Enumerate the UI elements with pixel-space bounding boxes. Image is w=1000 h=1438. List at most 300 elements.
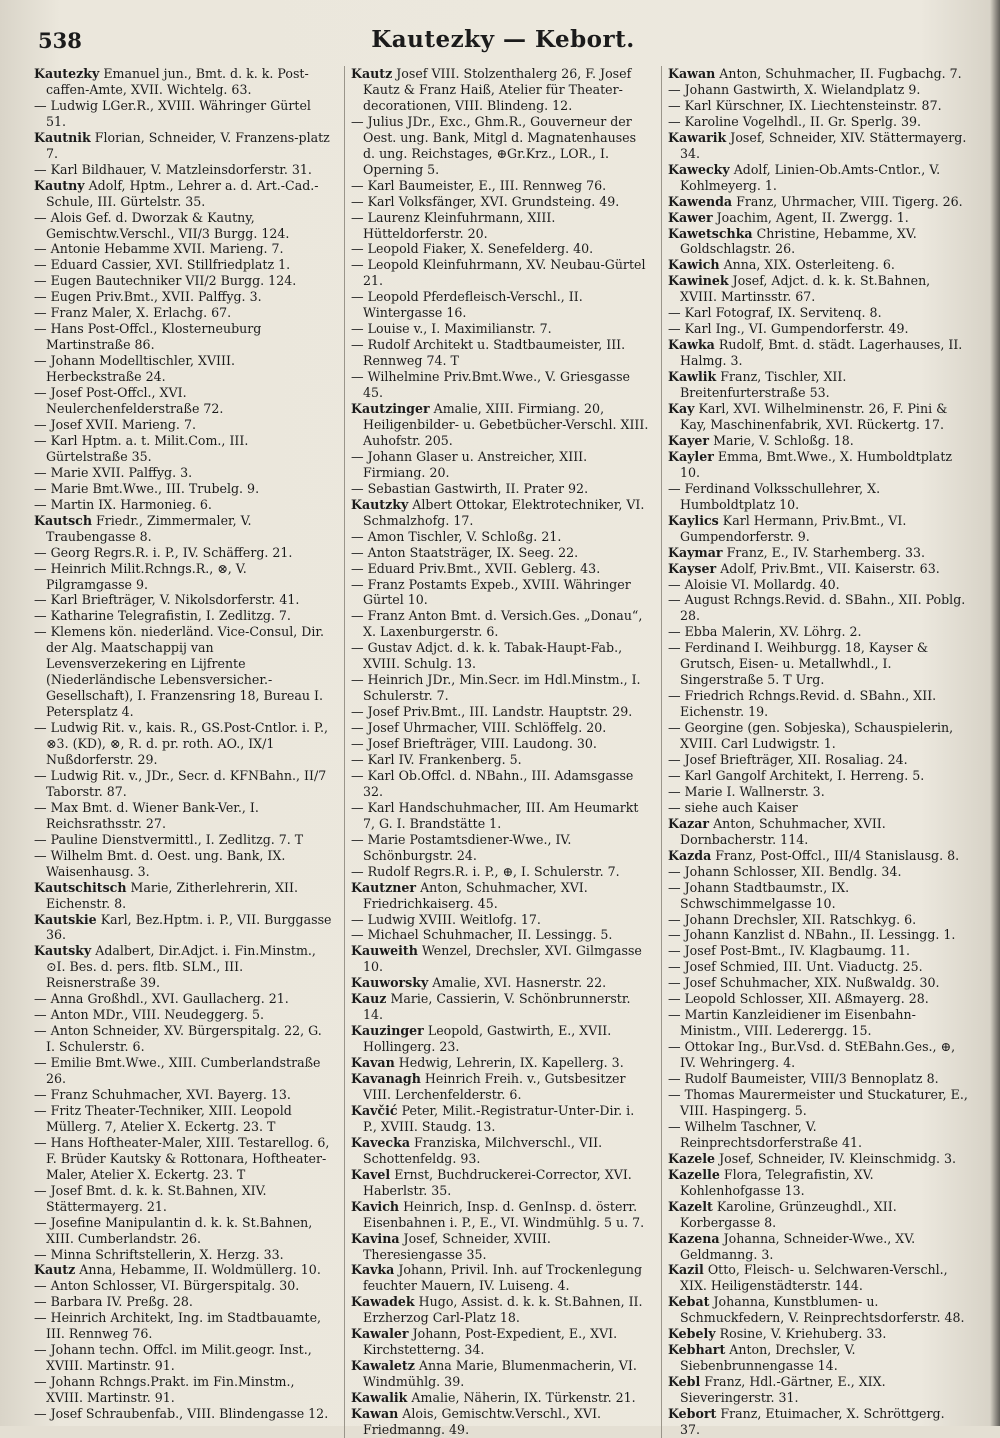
entry-name: — Wilhelm: [668, 1119, 737, 1134]
entry-name: — Josef: [34, 1406, 82, 1421]
directory-entry: [351, 577, 651, 609]
entry-name: — Leopold: [351, 289, 419, 304]
directory-entry: [34, 385, 334, 417]
entry-name: — Laurenz: [351, 210, 420, 225]
entry-name: — Karl: [351, 800, 395, 815]
directory-entry: [34, 545, 334, 561]
directory-entry: [351, 1135, 651, 1167]
entry-name: Kautzner: [351, 879, 417, 895]
entry-name: Kayser: [668, 560, 717, 576]
entry-name: — Georg: [34, 545, 90, 560]
entry-details: Marie, V. Schloßg. 18.: [713, 432, 854, 448]
entry-details: Bildhauer, V. Matzleinsdorferstr. 31.: [81, 161, 312, 177]
directory-entry: [351, 1358, 651, 1390]
entry-name: Kawetschka: [668, 225, 753, 241]
entry-name: — Marie: [668, 784, 723, 799]
directory-entry: [351, 912, 651, 928]
directory-entry: [351, 1231, 651, 1263]
entry-name: Kauzinger: [351, 1023, 424, 1039]
entry-name: Kavel: [351, 1166, 391, 1182]
directory-entry: [34, 800, 334, 832]
entry-details: Schlosser, XII. Bendlg. 34.: [733, 863, 902, 879]
directory-entry: [34, 943, 334, 991]
directory-entry: [351, 704, 651, 720]
column-left: [34, 66, 334, 1438]
entry-name: — Anton: [34, 1007, 89, 1022]
directory-entry: [668, 1199, 968, 1231]
directory-entry: [668, 1294, 968, 1326]
directory-entry: [668, 210, 968, 226]
entry-details: IX. Harmonieg. 6.: [98, 496, 212, 512]
directory-entry: [34, 608, 334, 624]
entry-details: Modelltischler, XVIII. Herbeckstraße 24.: [46, 353, 235, 385]
entry-details: Staatsträger, IX. Seeg. 22.: [409, 544, 579, 560]
directory-entry: [34, 1278, 334, 1294]
directory-entry: [351, 194, 651, 210]
entry-name: — Ferdinand: [668, 640, 750, 655]
entry-name: Kawlik: [668, 369, 717, 385]
entry-details: Amalie, XIII. Firmiang. 20, Heiligenbilder- u. Gebetbücher-Verschl. XIII. Auhofstr. 205.: [363, 401, 649, 448]
entry-name: — Josef: [34, 385, 82, 400]
directory-entry: [668, 800, 968, 816]
entry-details: Franziska, Milchverschl., VII. Schottenfeldg. 93.: [363, 1134, 603, 1166]
entry-details: Schuhmacher, XVI. Bayerg. 13.: [91, 1087, 291, 1102]
entry-name: — Karl Gangolf: [668, 768, 766, 783]
entry-name: Kawaletz: [351, 1358, 415, 1374]
entry-details: Emma, Bmt.Wwe., X. Humboldtplatz 10.: [680, 448, 953, 480]
directory-entry: [668, 82, 968, 98]
entry-name: Kazil: [668, 1262, 704, 1278]
entry-details: Rit. v., JDr., Secr. d. KFNBahn., II/7 Taborstr. 87.: [46, 767, 327, 799]
entry-details: Post-Offcl., Klosterneuburg Martinstraße 86.: [46, 321, 262, 353]
entry-details: Post-Offcl., XVI. Neulerchenfelderstraße 72.: [46, 385, 224, 417]
directory-entry: [668, 592, 968, 624]
directory-entry: [668, 1167, 968, 1199]
directory-entry: [34, 481, 334, 497]
entry-details: Fotograf, IX. Servitenq. 8.: [715, 305, 882, 321]
entry-details: Adolf, Priv.Bmt., VII. Kaiserstr. 63.: [720, 560, 940, 576]
entry-name: Kautz: [34, 1262, 76, 1278]
entry-details: Peter, Milit.-Registratur-Unter-Dir. i. P., XVIII. Staudg. 13.: [363, 1102, 635, 1134]
directory-entry: [34, 497, 334, 513]
entry-name: — Eugen: [34, 289, 92, 304]
entry-name: Kautnik: [34, 129, 91, 145]
directory-entry: [351, 321, 651, 337]
directory-entry: [34, 592, 334, 608]
entry-details: Kleinfuhrmann, XIII. Hütteldorferstr. 20.: [363, 209, 556, 241]
entry-name: Kautezky: [34, 66, 100, 81]
entry-details: Gastwirth, X. Wielandplatz 9.: [733, 81, 921, 97]
directory-entry: [34, 305, 334, 321]
entry-name: — Rudolf: [351, 337, 410, 352]
directory-entry: [34, 912, 334, 944]
entry-name: — Wilhelmine: [351, 369, 440, 384]
entry-name: — Josefine: [34, 1215, 101, 1230]
directory-entry: [351, 1199, 651, 1231]
entry-name: — Karl: [351, 752, 395, 767]
entry-details: Gef. d. Dworzak & Kautny, Gemischtw.Verschl., VII/3 Burgg. 124.: [46, 209, 290, 241]
directory-entry: [668, 98, 968, 114]
directory-entry: [34, 1023, 334, 1055]
directory-entry: [668, 1342, 968, 1374]
directory-entry: [34, 353, 334, 385]
entry-name: — Josef: [351, 736, 399, 751]
directory-entry: [34, 1135, 334, 1183]
directory-entry: [668, 720, 968, 752]
directory-entry: [668, 513, 968, 545]
directory-entry: [668, 640, 968, 688]
directory-entry: [668, 848, 968, 864]
entry-name: — Heinrich: [351, 672, 423, 687]
directory-entry: [351, 369, 651, 401]
directory-entry: [351, 1167, 651, 1199]
directory-entry: [351, 975, 651, 991]
entry-details: Milit.Rchngs.R., ⊗, V. Pilgramgasse 9.: [46, 560, 247, 592]
entry-details: Manipulantin d. k. k. St.Bahnen, XIII. Cumberlandstr. 26.: [46, 1214, 313, 1246]
entry-details: Bmt. d. Wiener Bank-Ver., I. Reichsrathsstr. 27.: [46, 799, 259, 831]
entry-details: Fiaker, X. Senefelderg. 40.: [422, 241, 594, 257]
entry-name: — Eduard: [351, 561, 415, 576]
entry-name: — Barbara: [34, 1294, 103, 1309]
entry-details: Briefträger, V. Nikolsdorferstr. 41.: [81, 592, 300, 608]
directory-entry: [668, 433, 968, 449]
directory-entry: [34, 465, 334, 481]
entry-details: Schmied, III. Unt. Viaductg. 25.: [719, 959, 923, 975]
entry-details: Josef, Schneider, XIV. Stättermayerg. 34.: [680, 129, 967, 161]
entry-name: — Josef: [668, 959, 716, 974]
entry-name: Kebhart: [668, 1342, 726, 1358]
entry-details: Bmt. d. k. k. St.Bahnen, XIV. Stättermayerg. 21.: [46, 1182, 267, 1214]
entry-name: — Johann: [34, 1374, 95, 1389]
entry-name: — Marie: [351, 832, 406, 847]
entry-details: Heinrich Freih. v., Gutsbesitzer VIII. Lerchenfelderstr. 6.: [363, 1071, 626, 1102]
entry-details: Tischler, V. Schloßg. 21.: [408, 528, 562, 544]
directory-entry: [668, 114, 968, 130]
page-number: 538: [38, 28, 82, 53]
entry-details: Bautechniker VII/2 Burgg. 124.: [95, 273, 297, 289]
directory-entry: [351, 178, 651, 194]
directory-entry: [351, 1406, 651, 1438]
directory-entry: [34, 130, 334, 162]
directory-entry: [351, 880, 651, 912]
entry-name: — Johann: [34, 353, 95, 368]
entry-name: Kebely: [668, 1326, 716, 1342]
entry-name: — Amon: [351, 529, 404, 544]
directory-entry: [34, 991, 334, 1007]
columns: [34, 66, 972, 1438]
directory-entry: [351, 66, 651, 114]
entry-details: Drechsler, XII. Ratschkyg. 6.: [733, 911, 917, 927]
directory-entry: [34, 417, 334, 433]
directory-entry: [34, 1087, 334, 1103]
directory-entry: [668, 1119, 968, 1151]
entry-name: Kawich: [668, 257, 720, 273]
entry-details: Karoline, Grünzeughdl., XII. Korbergasse 8.: [680, 1198, 897, 1230]
directory-entry: [34, 768, 334, 800]
directory-entry: [351, 1055, 651, 1071]
entry-details: Ing., VI. Gumpendorferstr. 49.: [715, 321, 909, 337]
entry-name: Kawka: [668, 337, 715, 353]
directory-entry: [668, 864, 968, 880]
entry-details: Karl Hermann, Priv.Bmt., VI. Gumpendorferstr. 9.: [680, 512, 907, 544]
entry-details: Volksfänger, XVI. Grundsteing. 49.: [398, 193, 620, 209]
directory-entry: [668, 624, 968, 640]
entry-details: Otto, Fleisch- u. Selchwaren-Verschl., XIX. Heiligenstädterstr. 144.: [680, 1262, 948, 1294]
entry-name: — Martin: [668, 1007, 728, 1022]
directory-entry: [351, 481, 651, 497]
directory-entry: [34, 433, 334, 465]
directory-entry: [668, 449, 968, 481]
entry-name: — Josef: [668, 752, 716, 767]
directory-entry: [34, 561, 334, 593]
entry-name: Kautschitsch: [34, 879, 127, 895]
directory-entry: [34, 1262, 334, 1278]
entry-name: — Karl: [668, 305, 712, 320]
entry-details: Glaser u. Anstreicher, XIII. Firmiang. 20.: [363, 448, 588, 480]
entry-details: Volksschullehrer, X. Humboldtplatz 10.: [680, 480, 881, 512]
entry-name: — Alois: [34, 210, 82, 225]
entry-name: Kawenda: [668, 193, 733, 209]
entry-details: Friedr., Zimmermaler, V. Traubengasse 8.: [46, 512, 252, 544]
directory-entry: [668, 975, 968, 991]
entry-name: — Max: [34, 800, 78, 815]
entry-details: Ing., Bur.Vsd. d. StEBahn.Ges., ⊕, IV. Wehringerg. 4.: [680, 1039, 956, 1071]
directory-entry: [351, 736, 651, 752]
directory-entry: [351, 768, 651, 800]
directory-entry: [668, 226, 968, 258]
entry-name: — Wilhelm: [34, 848, 103, 863]
directory-entry: [34, 66, 334, 98]
entry-details: Anton, Drechsler, V. Siebenbrunnengasse 14.: [680, 1342, 856, 1374]
directory-entry: [668, 1374, 968, 1406]
entry-name: Kawan: [351, 1406, 399, 1422]
entry-name: — Fritz: [34, 1103, 81, 1118]
directory-entry: [34, 1342, 334, 1374]
entry-details: Rosine, V. Kriehuberg. 33.: [719, 1326, 887, 1342]
entry-details: Stadtbaumstr., IX. Schwschimmelgasse 10.: [680, 879, 850, 911]
entry-details: Albert Ottokar, Elektrotechniker, VI. Schmalzhofg. 17.: [363, 496, 645, 528]
entry-details: Taschner, V. Reinprechtsdorferstraße 41.: [680, 1118, 863, 1150]
entry-details: Franz, Uhrmacher, VIII. Tigerg. 26.: [736, 193, 963, 209]
directory-entry: [668, 1151, 968, 1167]
directory-entry: [668, 1007, 968, 1039]
entry-name: — Ottokar: [668, 1039, 734, 1054]
directory-entry: [34, 1294, 334, 1310]
entry-name: — Eugen: [34, 273, 92, 288]
directory-entry: [668, 1262, 968, 1294]
entry-name: — Leopold: [668, 991, 736, 1006]
directory-entry: [668, 561, 968, 577]
entry-details: Franz, Tischler, XII. Breitenfurterstraße 53.: [680, 369, 847, 401]
entry-details: Adjct. d. k. k. Tabak-Haupt-Fab., XVIII. Schulg. 13.: [363, 640, 623, 672]
directory-entry: [34, 1007, 334, 1023]
entry-details: Anton, Schuhmacher, II. Fugbachg. 7.: [719, 66, 962, 81]
entry-name: — Rudolf: [668, 1071, 727, 1086]
directory-entry: [34, 1215, 334, 1247]
directory-entry: [351, 449, 651, 481]
entry-details: Schlosser, VI. Bürgerspitalg. 30.: [92, 1278, 300, 1294]
entry-details: Kürschner, IX. Liechtensteinstr. 87.: [715, 97, 942, 113]
entry-name: Kawinek: [668, 273, 729, 289]
entry-details: I. Weihburgg. 18, Kayser & Grutsch, Eisen- u. Metallwhdl., I. Singerstraße 5. T Urg.: [680, 640, 929, 688]
entry-name: — Michael: [351, 927, 419, 942]
entry-details: Post-Bmt., IV. Klagbaumg. 11.: [719, 943, 911, 959]
entry-name: — Heinrich: [34, 561, 106, 576]
entry-name: Kazar: [668, 815, 710, 831]
entry-name: — Julius: [351, 114, 403, 129]
entry-details: Cassier, XVI. Stillfriedplatz 1.: [101, 257, 291, 273]
entry-name: — Johann: [34, 1342, 95, 1357]
entry-name: — Rudolf: [351, 864, 410, 879]
directory-entry: [351, 1294, 651, 1326]
entry-details: Priv.Bmt., XVII. Geblerg. 43.: [418, 560, 601, 576]
entry-details: Regrs.R. i. P., ⊕, I. Schulerstr. 7.: [413, 863, 620, 879]
entry-name: — Marie: [34, 465, 89, 480]
entry-name: Kebl: [668, 1374, 701, 1390]
entry-details: Karl, Bez.Hptm. i. P., VII. Burggasse 36.: [46, 911, 332, 943]
entry-name: — Johann: [668, 912, 729, 927]
entry-name: Kazelt: [668, 1198, 713, 1214]
directory-entry: [668, 545, 968, 561]
entry-details: Rchngs.Revid. d. SBahn., XII. Eichenstr. 19.: [680, 688, 937, 720]
entry-name: — Leopold: [351, 257, 419, 272]
entry-name: — Karl: [668, 321, 712, 336]
directory-entry: [351, 832, 651, 864]
entry-details: Johanna, Schneider-Wwe., XV. Geldmanng. 3.: [680, 1230, 916, 1262]
entry-details: Leopold, Gastwirth, E., XVII. Hollingerg. 23.: [363, 1023, 612, 1055]
entry-name: — Franz: [34, 305, 88, 320]
entry-name: — Hans: [34, 1135, 84, 1150]
entry-name: — Ludwig: [351, 912, 415, 927]
entry-details: Telegrafistin, I. Zedlitzg. 7.: [117, 608, 291, 624]
entry-details: LGer.R., XVIII. Währinger Gürtel 51.: [46, 97, 311, 129]
entry-details: Ernst, Buchdruckerei-Corrector, XVI. Haberlstr. 35.: [363, 1166, 632, 1198]
entry-name: — Leopold: [351, 241, 419, 256]
entry-name: Kazena: [668, 1230, 720, 1246]
entry-name: — Ebba: [668, 624, 717, 639]
entry-details: Baumeister, VIII/3 Bennoplatz 8.: [730, 1071, 939, 1087]
directory-entry: [668, 768, 968, 784]
entry-details: Amalie, XVI. Hasnerstr. 22.: [432, 975, 607, 991]
entry-details: Rchngs.Revid. d. SBahn., XII. Poblg. 28.: [680, 592, 966, 624]
entry-name: — Karl: [668, 98, 712, 113]
entry-name: — Anton: [34, 1023, 89, 1038]
directory-entry: [668, 1406, 968, 1438]
entry-details: auch Kaiser: [722, 799, 798, 815]
directory-entry: [668, 880, 968, 912]
entry-name: Kavich: [351, 1198, 400, 1214]
entry-details: Bmt.Wwe., III. Trubelg. 9.: [92, 480, 260, 496]
entry-name: Kautzky: [351, 496, 409, 512]
directory-entry: [351, 257, 651, 289]
entry-details: Priv.Bmt.Wwe., V. Griesgasse 45.: [363, 369, 630, 401]
directory-entry: [34, 289, 334, 305]
entry-details: Hptm. a. t. Milit.Com., III. Gürtelstraße 35.: [46, 432, 249, 464]
entry-details: Ob.Offcl. d. NBahn., III. Adamsgasse 32.: [363, 767, 634, 799]
directory-entry: [668, 305, 968, 321]
entry-name: — Johann: [668, 864, 729, 879]
entry-name: Kavecka: [351, 1134, 410, 1150]
entry-details: Bmt. d. Versich.Ges. „Donau“, X. Laxenburgerstr. 6.: [363, 608, 643, 640]
running-head: Kautezky — Kebort.: [371, 26, 635, 53]
entry-details: Adolf, Hptm., Lehrer a. d. Art.-Cad.-Schule, III. Gürtelstr. 35.: [46, 177, 319, 209]
entry-name: — Eduard: [34, 257, 98, 272]
directory-entry: [351, 608, 651, 640]
entry-name: — Ludwig: [34, 720, 98, 735]
entry-name: — Josef: [34, 417, 82, 432]
entry-name: — Heinrich: [34, 1310, 106, 1325]
directory-entry: [668, 321, 968, 337]
entry-details: Anton, Schuhmacher, XVII. Dornbacherstr. 114.: [680, 815, 886, 847]
directory-entry: [34, 273, 334, 289]
entry-name: — Ferdinand: [668, 481, 750, 496]
entry-name: — Johann: [668, 927, 729, 942]
entry-details: Architekt, Ing. im Stadtbauamte, III. Rennweg 76.: [46, 1310, 322, 1342]
entry-details: Franz, Hdl.-Gärtner, E., XIX. Sieveringerstr. 31.: [680, 1374, 886, 1406]
directory-entry: [351, 864, 651, 880]
entry-details: Adolf, Linien-Ob.Amts-Cntlor., V. Kohlmeyerg. 1.: [680, 161, 941, 193]
entry-name: — Anton: [34, 1278, 89, 1293]
directory-entry: [34, 720, 334, 768]
directory-entry: [668, 912, 968, 928]
directory-entry: [668, 66, 968, 82]
entry-name: — Franz: [351, 577, 405, 592]
entry-details: Schneider, XV. Bürgerspitalg. 22, G. I. Schulerstr. 6.: [46, 1023, 322, 1055]
directory-entry: [668, 257, 968, 273]
directory-entry: [34, 513, 334, 545]
directory-entry: [351, 991, 651, 1023]
directory-entry: [351, 401, 651, 449]
directory-entry: [351, 927, 651, 943]
directory-entry: [351, 497, 651, 529]
entry-name: Kawecky: [668, 161, 730, 177]
entry-name: — Katharine: [34, 608, 114, 623]
entry-details: Hoftheater-Maler, XIII. Testarellog. 6, F. Brüder Kautsky & Rottonara, Hoftheater-Maler, Atelier X. Eckertg. 23. T: [46, 1134, 330, 1182]
directory-entry: [668, 959, 968, 975]
directory-entry: [668, 784, 968, 800]
entry-details: Anna, Hebamme, II. Woldmüllerg. 10.: [79, 1262, 321, 1278]
directory-entry: [668, 1087, 968, 1119]
entry-details: Hedwig, Lehrerin, IX. Kapellerg. 3.: [398, 1055, 624, 1071]
entry-details: Anna, XIX. Osterleiteng. 6.: [723, 257, 895, 273]
directory-entry: [668, 752, 968, 768]
entry-name: — Karl: [351, 194, 395, 209]
directory-entry: [668, 194, 968, 210]
directory-entry: [34, 1247, 334, 1263]
entry-details: Bmt.Wwe., XIII. Cumberlandstraße 26.: [46, 1055, 321, 1087]
entry-name: Kaymar: [668, 544, 723, 560]
page-header: [34, 26, 972, 66]
entry-details: Florian, Schneider, V. Franzens-platz 7.: [46, 129, 330, 161]
entry-details: Josef, Schneider, IV. Kleinschmidg. 3.: [719, 1150, 957, 1166]
directory-entry: [351, 1326, 651, 1358]
entry-name: — Ludwig: [34, 768, 98, 783]
entry-details: Hugo, Assist. d. k. k. St.Bahnen, II. Erzherzog Carl-Platz 18.: [363, 1294, 643, 1326]
entry-name: Kawalik: [351, 1390, 408, 1406]
directory-entry: [34, 1310, 334, 1342]
entry-details: Schriftstellerin, X. Herzg. 33.: [95, 1246, 284, 1262]
directory-entry: [34, 1103, 334, 1135]
entry-details: Pferdefleisch-Verschl., II. Wintergasse 16.: [363, 289, 583, 321]
entry-details: Anna Marie, Blumenmacherin, VI. Windmühlg. 39.: [363, 1358, 637, 1390]
entry-details: Postamts Expeb., XVIII. Währinger Gürtel 10.: [363, 576, 631, 608]
entry-details: Johann, Post-Expedient, E., XVI. Kirchstetterng. 34.: [363, 1326, 618, 1358]
entry-details: Postamtsdiener-Wwe., IV. Schönburgstr. 24.: [363, 831, 572, 863]
entry-details: Amalie, Näherin, IX. Türkenstr. 21.: [411, 1390, 636, 1406]
entry-name: Kawaler: [351, 1326, 409, 1342]
directory-entry: [668, 162, 968, 194]
entry-details: Schlosser, XII. Aßmayerg. 28.: [739, 991, 929, 1007]
